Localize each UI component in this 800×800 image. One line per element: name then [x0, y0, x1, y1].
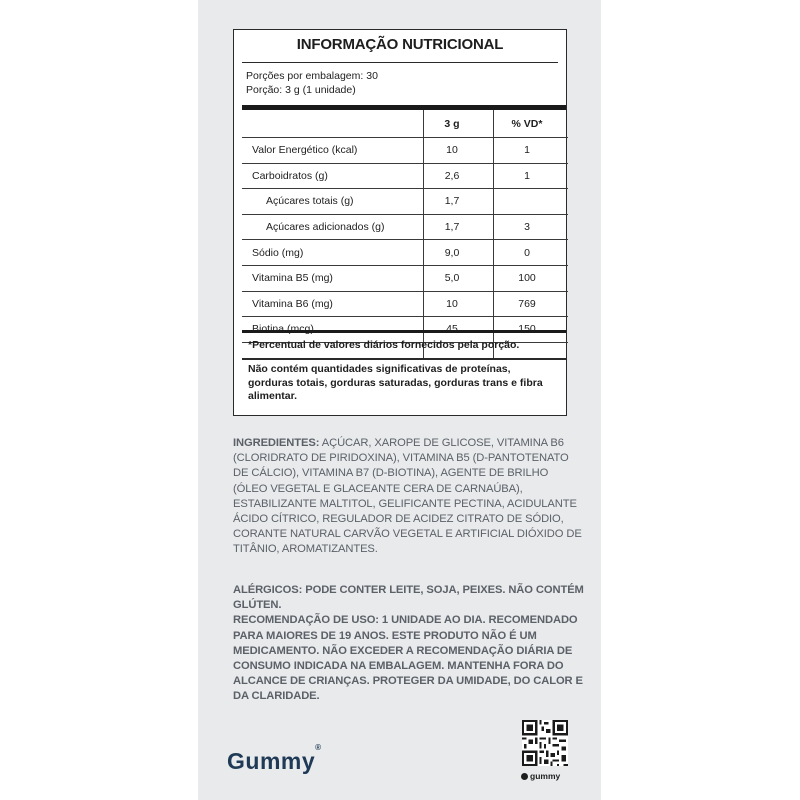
- allergens-text: ALÉRGICOS: PODE CONTER LEITE, SOJA, PEIXES. NÃO CONTÉM GLÚTEN.: [233, 584, 584, 612]
- nutrient-row: [242, 138, 568, 164]
- nutrient-amount: 10: [446, 144, 458, 157]
- column-header-dv: % VD*: [511, 117, 543, 130]
- ingredients-label: INGREDIENTES:: [233, 437, 320, 449]
- nutrient-amount: 10: [446, 297, 458, 310]
- thick-divider: [242, 330, 566, 333]
- serving-size: Porção: 3 g (1 unidade): [246, 84, 356, 96]
- nutrient-row: [242, 292, 568, 318]
- nutrient-amount: 1,7: [444, 221, 460, 234]
- servings-per-package: Porções por embalagem: 30: [246, 70, 378, 82]
- table-header-row: [242, 110, 568, 138]
- nutrient-name: Vitamina B6 (mg): [252, 297, 333, 310]
- nutrient-amount: 1,7: [444, 195, 460, 208]
- divider: [242, 358, 566, 360]
- nutrient-row: [242, 189, 568, 215]
- nutrient-name: Vitamina B5 (mg): [252, 272, 333, 285]
- nutrient-name: Açúcares totais (g): [266, 195, 354, 208]
- non-significant-note: Não contém quantidades significativas de proteínas, gorduras totais, gorduras saturadas, gorduras trans e fibra alimentar.: [248, 363, 543, 402]
- nutrient-amount: 2,6: [444, 169, 460, 182]
- nutrition-title: INFORMAÇÃO NUTRICIONAL: [296, 36, 504, 53]
- nutrient-row: [242, 215, 568, 241]
- nutrient-row: [242, 266, 568, 292]
- divider: [242, 62, 558, 63]
- nutrient-name: Valor Energético (kcal): [252, 144, 358, 157]
- nutrient-name: Carboidratos (g): [252, 169, 328, 182]
- nutrient-name: Sódio (mg): [252, 246, 304, 259]
- instagram-handle: [521, 771, 560, 781]
- nutrient-dv: 1: [524, 169, 530, 182]
- brand-name: Gummy: [227, 748, 316, 774]
- qr-code-icon: [522, 720, 568, 766]
- nutrient-row: [242, 164, 568, 190]
- social-handle: gummy: [530, 771, 561, 781]
- ingredients-text: [233, 436, 585, 558]
- nutrient-table: [242, 110, 568, 343]
- nutrient-dv: 769: [518, 297, 536, 310]
- nutrient-amount: 5,0: [444, 272, 460, 285]
- nutrient-amount: 9,0: [444, 246, 460, 259]
- column-header-amount: 3 g: [444, 117, 460, 130]
- nutrient-dv: 100: [518, 272, 536, 285]
- dv-footnote: *Percentual de valores diários fornecidos pela porção.: [248, 339, 520, 351]
- nutrition-facts-table: [233, 29, 567, 416]
- instagram-icon: [521, 773, 528, 780]
- nutrient-dv: 1: [524, 144, 530, 157]
- serving-info: [246, 69, 378, 97]
- ingredients-list: AÇÚCAR, XAROPE DE GLICOSE, VITAMINA B6 (CLORIDRATO DE PIRIDOXINA), VITAMINA B5 (D-PANTOTENATO DE CÁLCIO), VITAMINA B7 (D-BIOTINA), AGENTE DE BRILHO (ÓLEO VEGETAL E GLACEANTE CERA DE CARNAÚBA), ESTABILIZANTE MALTITOL, GELIFICANTE PECTINA, ACIDULANTE ÁCIDO CÍTRICO, REGULADOR DE ACIDEZ CITRATO DE SÓDIO, CORANTE NATURAL CARVÃO VEGETAL E ARTIFICIAL DIÓXIDO DE TITÂNIO, AROMATIZANTES.: [233, 437, 582, 556]
- registered-mark: ®: [315, 743, 322, 753]
- nutrient-name: Açúcares adicionados (g): [266, 221, 385, 234]
- nutrient-dv: 3: [524, 221, 530, 234]
- warnings-block: [233, 583, 593, 705]
- usage-text: RECOMENDAÇÃO DE USO: 1 UNIDADE AO DIA. RECOMENDADO PARA MAIORES DE 19 ANOS. ESTE PRODUTO NÃO É UM MEDICAMENTO. NÃO EXCEDER A RECOMENDAÇÃO DIÁRIA DE CONSUMO INDICADA NA EMBALAGEM. MANTENHA FORA DO ALCANCE DE CRIANÇAS. PROTEGER DA UMIDADE, DO CALOR E DA CLARIDADE.: [233, 614, 583, 703]
- brand-logo: [227, 743, 322, 775]
- nutrient-row: [242, 240, 568, 266]
- nutrient-dv: 0: [524, 246, 530, 259]
